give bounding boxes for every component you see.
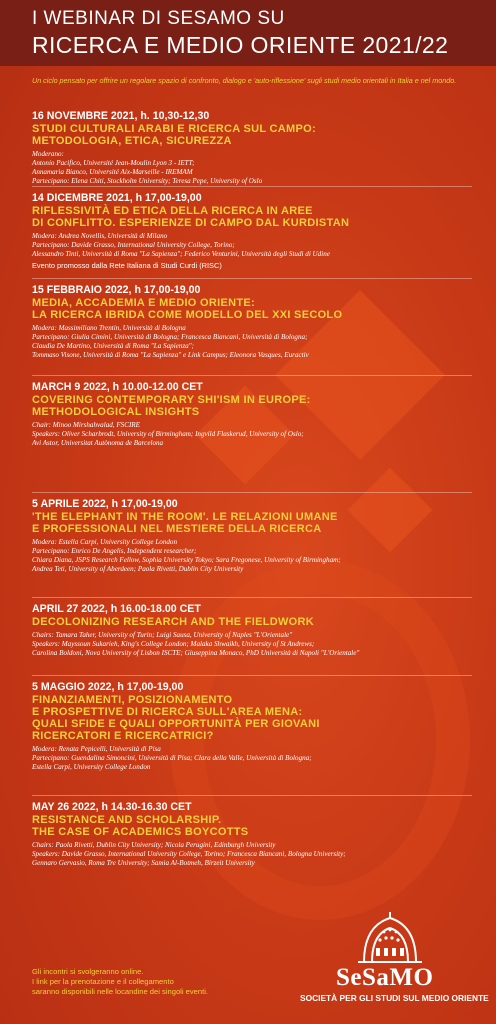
participant-line: Claudia De Martino, Università di Roma "La Sapienza"; xyxy=(32,342,195,350)
participant-line: Modera: Estella Carpi, University College London xyxy=(32,538,178,546)
dome-icon xyxy=(300,908,480,964)
footer-note xyxy=(32,967,208,997)
event-participants xyxy=(32,324,480,360)
header-line-1: I WEBINAR DI SESAMO SU xyxy=(32,8,285,29)
participant-line: Chair: Minoo Mirshahvalad, FSCIRE xyxy=(32,421,140,429)
event-title xyxy=(32,814,480,838)
event-date: 14 DICEMBRE 2021, h 17,00-19,00 xyxy=(32,192,202,204)
event-block xyxy=(32,498,480,574)
event-date: MARCH 9 2022, h 10.00-12.00 CET xyxy=(32,381,203,393)
event-block xyxy=(32,284,480,360)
logo-name: SeSaMO xyxy=(336,964,434,991)
event-title-line: METODOLOGIA, ETICA, SICUREZZA xyxy=(32,135,232,147)
event-participants xyxy=(32,745,480,772)
participant-line: Chairs: Paola Rivetti, Dublin City University; Nicola Perugini, Edinburgh University xyxy=(32,841,276,849)
event-title-line: COVERING CONTEMPORARY SHI'ISM IN EUROPE: xyxy=(32,394,311,406)
event-date: 16 NOVEMBRE 2021, h. 10,30-12,30 xyxy=(32,110,210,122)
event-title-line: DI CONFLITTO. ESPERIENZE DI CAMPO DAL KURDISTAN xyxy=(32,217,350,229)
event-participants xyxy=(32,421,480,448)
event-date: 15 FEBBRAIO 2022, h 17,00-19,00 xyxy=(32,284,201,296)
event-divider xyxy=(32,675,472,676)
event-divider xyxy=(32,795,472,796)
participant-line: Antonio Pacifico, Université Jean-Moulin Lyon 3 - IETT; xyxy=(32,159,195,167)
event-title-line: MEDIA, ACCADEMIA E MEDIO ORIENTE: xyxy=(32,297,255,309)
intro-text: Un ciclo pensato per offrire un regolare spazio di confronto, dialogo e 'auto-riflessione' sugli studi medio orientali in Italia e nel mondo. xyxy=(32,76,457,85)
participant-line: Partecipano: Enrico De Angelis, Independent researcher; xyxy=(32,547,197,555)
participant-line: Carolina Boldoni, Nova University of Lisbon ISCTE; Giuseppina Monaco, PhD Università di Napoli "L'Orientale" xyxy=(32,649,360,657)
header-band xyxy=(0,0,496,66)
event-title-line: E PROSPETTIVE DI RICERCA SULL'AREA MENA: xyxy=(32,706,303,718)
participant-line: Partecipano: Guendalina Simoncini, Università di Pisa; Clara della Valle, Università di Bologna; xyxy=(32,754,312,762)
event-block xyxy=(32,801,480,868)
event-date: MAY 26 2022, h 14.30-16.30 CET xyxy=(32,801,192,813)
event-title-line: STUDI CULTURALI ARABI E RICERCA SUL CAMPO: xyxy=(32,123,316,135)
event-title xyxy=(32,297,480,321)
participant-line: Speakers: Mayssoun Sukarieh, King's College London; Malaka Shwaikh, University of St Andrews; xyxy=(32,640,315,648)
event-block xyxy=(32,603,480,658)
event-block xyxy=(32,381,480,448)
participant-line: Estella Carpi, University College London xyxy=(32,763,151,771)
event-participants xyxy=(32,150,480,186)
participant-line: Speakers: Davide Grasso, International University College, Torino; Francesca Biancani, Bologna University; xyxy=(32,850,346,858)
participant-line: Chairs: Tamara Taher, University of Turin; Luigi Sausa, University of Naples "L'Orientale" xyxy=(32,631,293,639)
footer-line: I link per la prenotazione e il collegamento xyxy=(32,977,174,986)
event-block xyxy=(32,681,480,772)
participant-line: Modera: Renata Pepicelli, Università di Pisa xyxy=(32,745,161,753)
event-divider xyxy=(32,492,472,493)
event-title-line: RESISTANCE AND SCHOLARSHIP. xyxy=(32,814,222,826)
event-participants xyxy=(32,232,480,259)
event-title xyxy=(32,694,480,742)
event-divider xyxy=(32,186,472,187)
event-title-line: 'THE ELEPHANT IN THE ROOM'. LE RELAZIONI UMANE xyxy=(32,511,338,523)
event-title-line: QUALI SFIDE E QUALI OPPORTUNITÀ PER GIOVANI xyxy=(32,718,320,730)
participant-line: Gennaro Gervasio, Roma Tre University; Samia Al-Botmeh, Birzeit University xyxy=(32,859,255,867)
event-date: APRIL 27 2022, h 16.00-18.00 CET xyxy=(32,603,201,615)
participant-line: Chiara Diana, JSPS Research Fellow, Sophia University Tokyo; Sara Fregonese, University of Birmingham; xyxy=(32,556,341,564)
participant-line: Modera: Andrea Novellis, Università di Milano xyxy=(32,232,168,240)
participant-line: Alessandro Tinti, Università di Roma "La Sapienza"; Federico Venturini, Università degli Studi di Udine xyxy=(32,250,330,258)
event-date: 5 MAGGIO 2022, h 17,00-19,00 xyxy=(32,681,184,693)
event-title-line: DECOLONIZING RESEARCH AND THE FIELDWORK xyxy=(32,616,315,628)
event-block xyxy=(32,110,480,186)
footer-line: saranno disponibili nelle locandine dei singoli eventi. xyxy=(32,987,209,996)
event-title xyxy=(32,616,480,628)
participant-line: Avi Astor, Universitat Autònoma de Barcelona xyxy=(32,439,164,447)
participant-line: Annamaria Bianco, Université Aix-Marseille - IREMAM xyxy=(32,168,193,176)
event-title-line: FINANZIAMENTI, POSIZIONAMENTO xyxy=(32,694,233,706)
event-divider xyxy=(32,597,472,598)
event-title-line: RIFLESSIVITÀ ED ETICA DELLA RICERCA IN AREE xyxy=(32,205,313,217)
footer-line: Gli incontri si svolgeranno online. xyxy=(32,967,144,976)
event-block xyxy=(32,192,480,271)
event-title xyxy=(32,394,480,418)
participant-line: Tommaso Visone, Università di Roma "La Sapienza" e Link Campus; Eleonora Vasques, Euractiv xyxy=(32,351,309,359)
event-title xyxy=(32,205,480,229)
participant-line: Moderano: xyxy=(32,150,64,158)
logo-subtitle: SOCIETÀ PER GLI STUDI SUL MEDIO ORIENTE xyxy=(300,993,489,1003)
event-title-line: LA RICERCA IBRIDA COME MODELLO DEL XXI SECOLO xyxy=(32,309,343,321)
event-divider xyxy=(32,278,472,279)
event-note: Evento promosso dalla Rete Italiana di Studi Curdi (RISC) xyxy=(32,261,222,270)
event-title-line: E PROFESSIONALI NEL MESTIERE DELLA RICERCA xyxy=(32,523,322,535)
event-title xyxy=(32,123,480,147)
event-date: 5 APRILE 2022, h 17,00-19,00 xyxy=(32,498,178,510)
event-title xyxy=(32,511,480,535)
event-participants xyxy=(32,631,480,658)
event-title-line: RICERCATORI E RICERCATRICI? xyxy=(32,730,214,742)
participant-line: Speakers: Oliver Scharbrodt, University of Birmingham; Ingvild Flaskerud, University of Oslo; xyxy=(32,430,304,438)
event-participants xyxy=(32,538,480,574)
event-participants xyxy=(32,841,480,868)
participant-line: Partecipano: Elena Chiti, Stockholm University; Teresa Pepe, University of Oslo xyxy=(32,177,263,185)
event-divider xyxy=(32,375,472,376)
event-title-line: METHODOLOGICAL INSIGHTS xyxy=(32,406,200,418)
participant-line: Partecipano: Davide Grasso, International University College, Torino; xyxy=(32,241,235,249)
participant-line: Andrea Teti, University of Aberdeen; Paola Rivetti, Dublin City University xyxy=(32,565,244,573)
participant-line: Modera: Massimiliano Trentin, Università di Bologna xyxy=(32,324,186,332)
event-title-line: THE CASE OF ACADEMICS BOYCOTTS xyxy=(32,826,249,838)
header-line-2: RICERCA E MEDIO ORIENTE 2021/22 xyxy=(32,32,449,58)
participant-line: Partecipano: Giulia Cimini, Università di Bologna; Francesca Biancani, Università di Bologna; xyxy=(32,333,308,341)
